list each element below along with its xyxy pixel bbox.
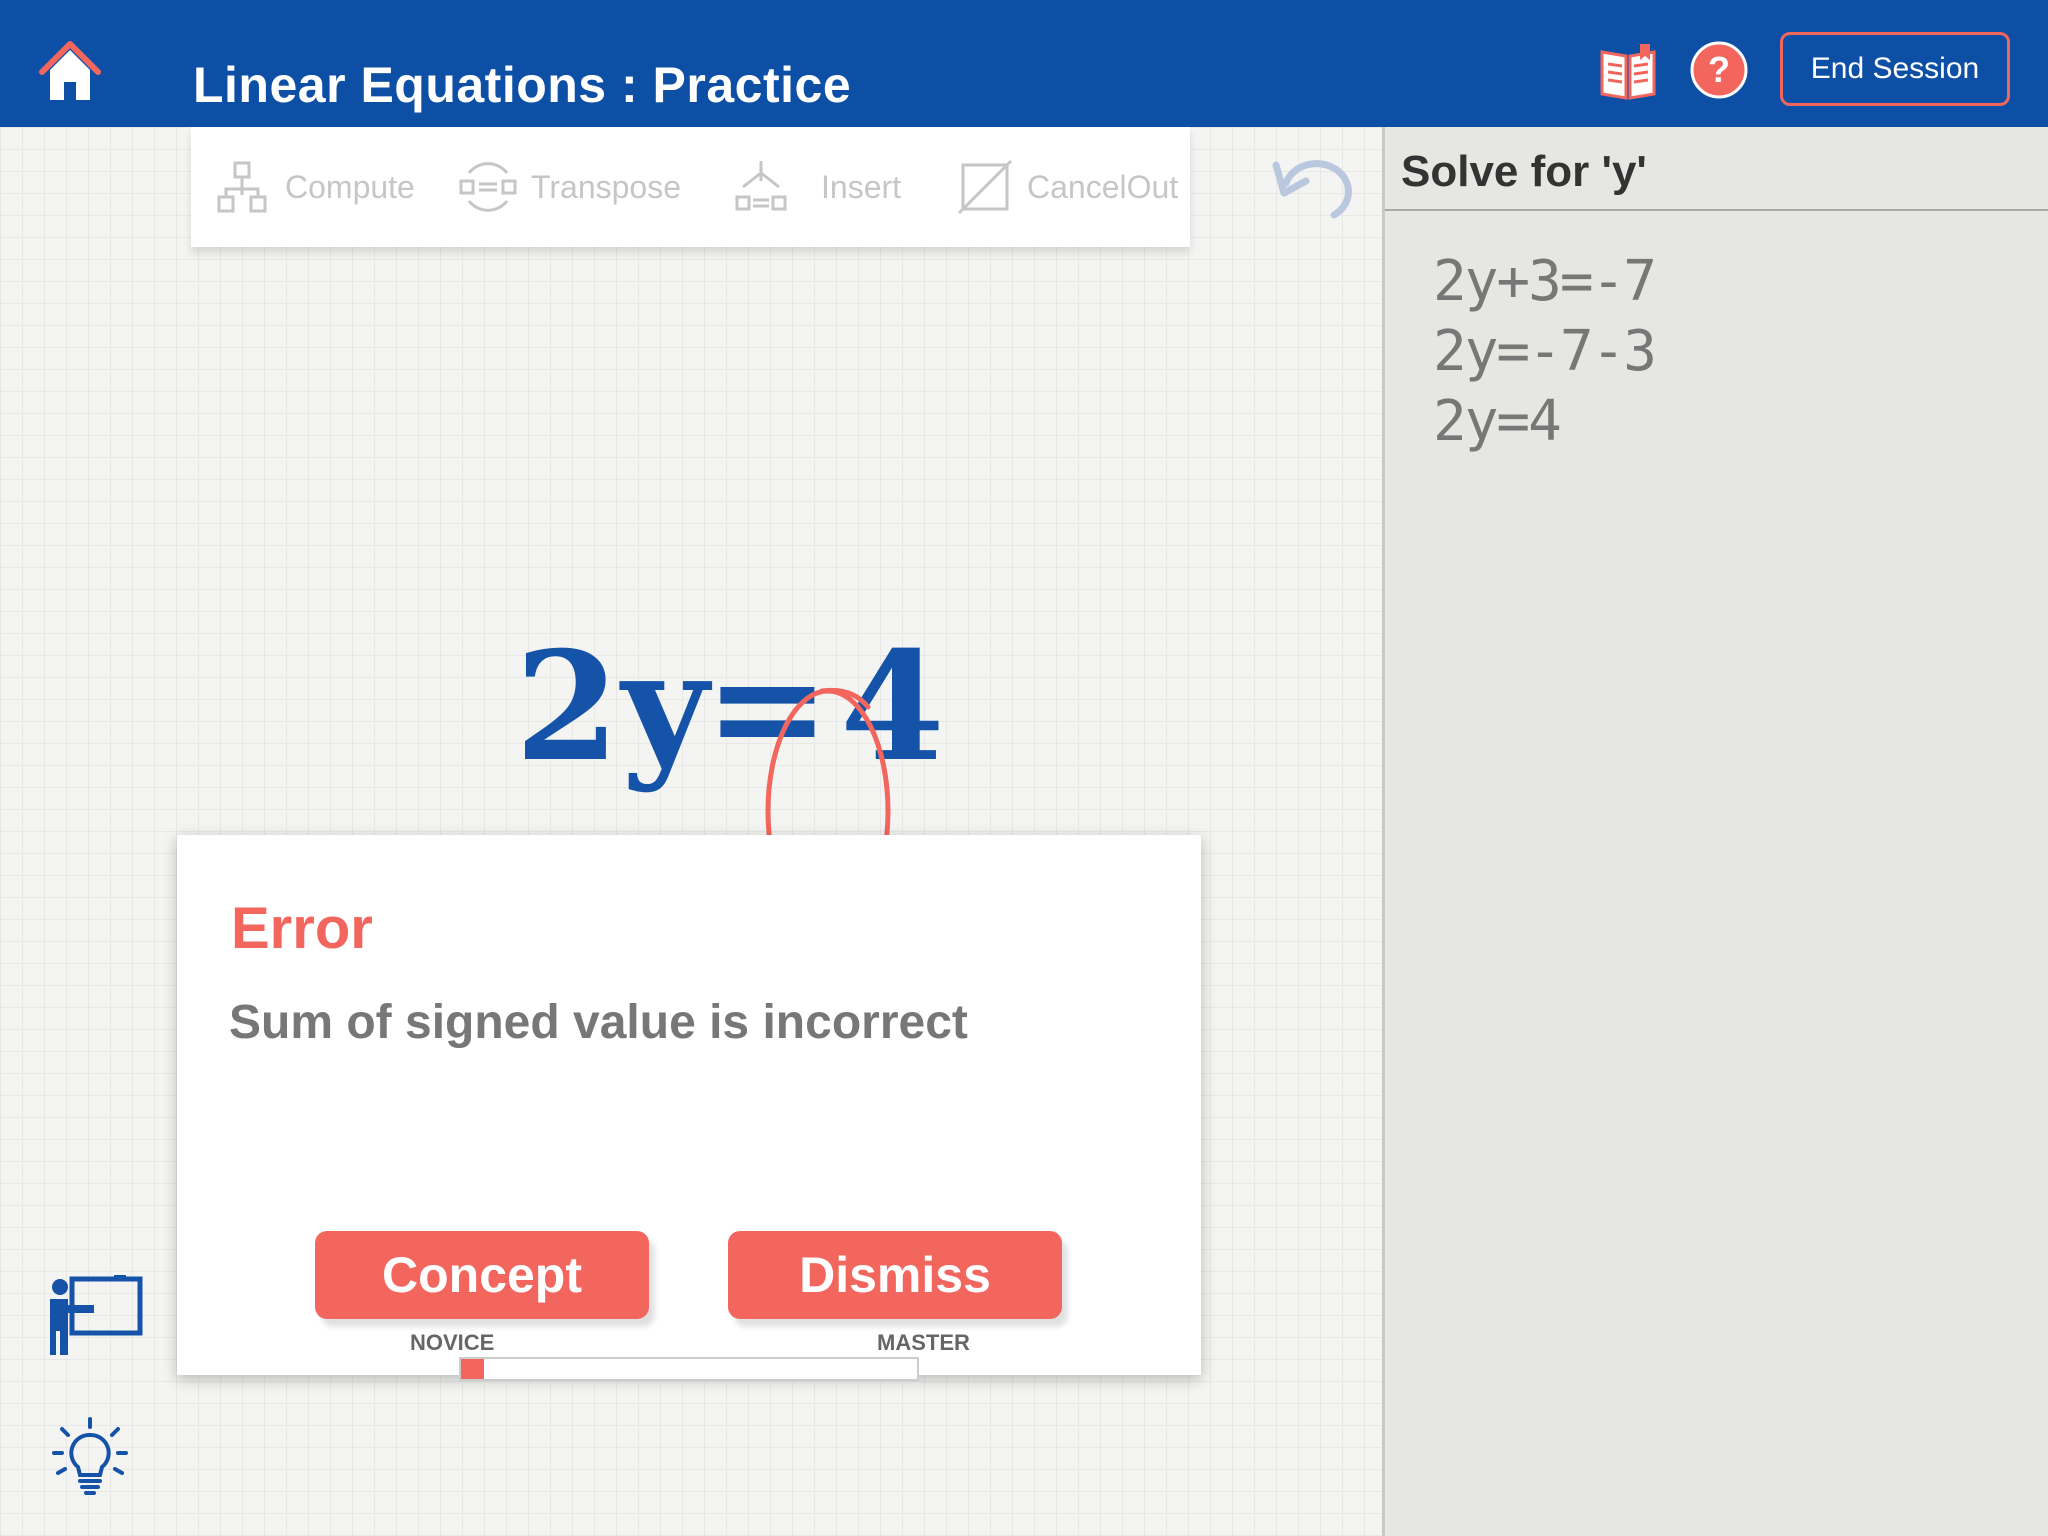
compute-label: Compute — [285, 168, 415, 205]
novice-label: NOVICE — [410, 1330, 495, 1355]
master-label: MASTER — [877, 1330, 970, 1355]
equation-lhs-coefficient[interactable]: 2 — [515, 619, 616, 795]
dialog-title: Error — [231, 896, 373, 961]
undo-icon[interactable] — [1272, 153, 1356, 223]
teacher-icon[interactable] — [48, 1275, 144, 1355]
transpose-label: Transpose — [531, 168, 681, 205]
mastery-progress-fill — [461, 1359, 484, 1379]
insert-icon — [733, 159, 789, 215]
cancelout-tool[interactable] — [957, 157, 1178, 217]
book-icon[interactable] — [1598, 40, 1658, 102]
panel-divider-line — [1385, 209, 2048, 211]
hint-bulb-icon[interactable] — [52, 1417, 128, 1497]
compute-icon — [215, 159, 271, 215]
end-session-button[interactable]: End Session — [1780, 32, 2010, 106]
help-icon[interactable] — [1689, 40, 1749, 100]
svg-text:?: ? — [1708, 49, 1730, 90]
steps-list — [1433, 247, 1655, 457]
transpose-tool[interactable] — [459, 157, 681, 217]
insert-tool[interactable] — [733, 157, 901, 217]
dismiss-button[interactable]: Dismiss — [728, 1231, 1062, 1319]
steps-panel — [1385, 127, 2048, 1536]
equation-lhs-variable[interactable]: y — [621, 619, 705, 795]
step-item: 2y=-7-3 — [1433, 319, 1656, 384]
step-item: 2y+3=-7 — [1433, 249, 1656, 314]
top-bar — [0, 0, 2048, 127]
home-icon[interactable] — [38, 38, 102, 104]
step-item: 2y=4 — [1433, 389, 1560, 454]
equation-equals[interactable]: = — [704, 619, 827, 795]
page-title: Linear Equations : Practice — [193, 57, 852, 113]
error-dialog — [177, 835, 1201, 1375]
tool-bar — [191, 127, 1190, 247]
panel-title: Solve for 'y' — [1401, 147, 1647, 196]
equation-rhs-term[interactable]: 4 — [840, 619, 941, 795]
transpose-icon — [459, 159, 517, 215]
concept-button[interactable]: Concept — [315, 1231, 649, 1319]
insert-label: Insert — [821, 168, 902, 205]
workspace — [0, 127, 1382, 1536]
compute-tool[interactable] — [215, 157, 415, 217]
mastery-progress-bar — [459, 1357, 919, 1381]
cancelout-label: CancelOut — [1027, 168, 1179, 205]
cancelout-icon — [957, 159, 1013, 215]
dialog-message: Sum of signed value is incorrect — [229, 996, 968, 1049]
